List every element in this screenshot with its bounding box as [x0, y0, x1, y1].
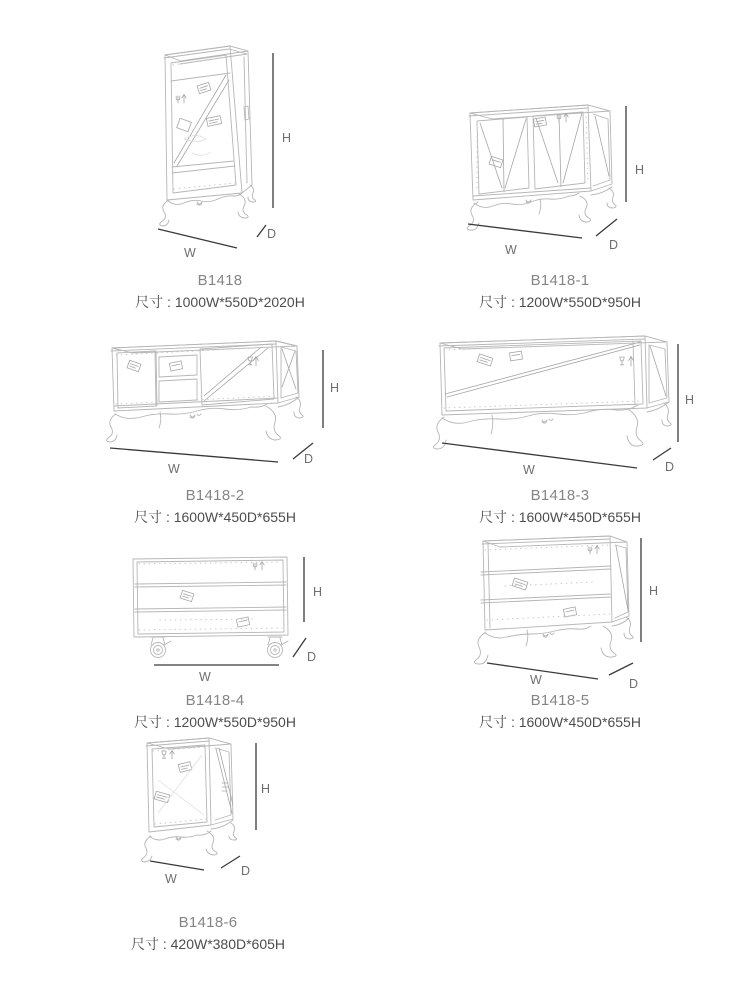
product-b1418-3 [430, 332, 710, 532]
item-size: 尺寸 : 1600W*450D*655H [134, 509, 296, 525]
apron-and-legs [160, 185, 256, 226]
product-b1418-1 [430, 100, 690, 315]
height-label: H [313, 585, 323, 599]
depth-dimension-line [609, 663, 633, 675]
depth-label: D [267, 227, 277, 241]
width-label: W [184, 246, 196, 260]
depth-dimension-line [221, 856, 240, 868]
apron-and-legs [142, 820, 237, 862]
dimension-lines [150, 743, 256, 870]
item-code: B1418-5 [530, 692, 590, 709]
furniture-sketch-wardrobe [140, 35, 315, 270]
depth-label: D [241, 864, 251, 878]
width-label: W [168, 462, 180, 475]
item-size: 尺寸 : 1200W*550D*950H [134, 714, 296, 730]
width-label: W [523, 463, 535, 477]
apron-and-legs [107, 397, 303, 442]
product-b1418-6 [78, 735, 338, 960]
casters [151, 637, 289, 658]
item-caption [430, 271, 690, 312]
item-code: B1418-4 [185, 692, 245, 709]
item-size: 尺寸 : 420W*380D*605H [130, 936, 286, 952]
height-label: H [635, 163, 645, 177]
depth-label: D [609, 238, 619, 252]
width-dimension-line [158, 229, 237, 248]
furniture-sketch-nightstand [118, 735, 278, 887]
item-code: B1418-1 [530, 272, 590, 289]
depth-label: D [307, 650, 317, 664]
item-code: B1418 [197, 272, 243, 289]
cabinet-outline [133, 557, 288, 637]
dimension-lines [442, 344, 678, 468]
width-dimension-line [442, 443, 637, 468]
depth-dimension-line [257, 225, 266, 237]
cabinet-outline [481, 536, 629, 630]
width-label: W [530, 673, 542, 687]
furniture-sketch-drawer-chest [465, 532, 665, 694]
furniture-sketch-long-sideboard [430, 332, 700, 480]
item-caption [90, 271, 350, 312]
cabinet-outline [164, 46, 252, 200]
apron-and-legs [467, 187, 616, 230]
depth-label: D [665, 460, 675, 474]
height-label: H [685, 393, 695, 407]
width-dimension-line [150, 861, 204, 870]
width-label: W [505, 243, 517, 257]
height-label: H [330, 381, 340, 395]
product-b1418 [90, 35, 350, 320]
cabinet-outline [469, 105, 612, 200]
item-code: B1418-2 [185, 487, 245, 504]
rivets [485, 545, 610, 620]
item-size: 尺寸 : 1600W*450D*655H [479, 509, 641, 525]
dimension-lines [158, 53, 273, 248]
stickers [180, 561, 264, 627]
item-caption [78, 913, 338, 954]
depth-dimension-line [653, 448, 671, 460]
rivets [139, 562, 282, 630]
width-dimension-line [110, 448, 278, 462]
apron-and-legs [433, 402, 671, 449]
dimension-lines [468, 106, 626, 238]
cabinet-outline [439, 336, 669, 415]
width-dimension-line [487, 663, 598, 679]
furniture-sketch-sideboard [440, 100, 670, 260]
height-label: H [282, 131, 292, 145]
item-size: 尺寸 : 1000W*550D*2020H [135, 294, 305, 310]
item-caption [430, 486, 690, 527]
width-label: W [165, 872, 177, 886]
width-dimension-line [468, 224, 582, 238]
item-size: 尺寸 : 1600W*450D*655H [479, 714, 641, 730]
product-b1418-5 [430, 532, 690, 737]
furniture-sketch-tv-cabinet [100, 335, 345, 475]
width-label: W [199, 670, 211, 684]
side-brace-and-stickers [154, 748, 233, 813]
furniture-sketch-caster-chest [125, 540, 330, 685]
depth-label: D [304, 452, 314, 466]
depth-dimension-line [596, 219, 617, 236]
depth-label: D [629, 677, 639, 691]
door-brace-and-stickers [174, 75, 229, 166]
rivets [444, 343, 643, 408]
door-braces-and-stickers [127, 348, 296, 401]
item-caption [430, 691, 690, 732]
item-size: 尺寸 : 1200W*550D*950H [479, 294, 641, 310]
item-caption [85, 691, 345, 732]
item-code: B1418-3 [530, 487, 590, 504]
height-label: H [649, 584, 659, 598]
depth-dimension-line [293, 638, 306, 657]
dimension-lines [487, 538, 641, 679]
item-code: B1418-6 [178, 914, 238, 931]
apron-and-legs [474, 617, 633, 664]
height-label: H [261, 782, 271, 796]
item-caption [85, 486, 345, 527]
product-b1418-4 [85, 540, 345, 740]
product-b1418-2 [85, 335, 345, 535]
